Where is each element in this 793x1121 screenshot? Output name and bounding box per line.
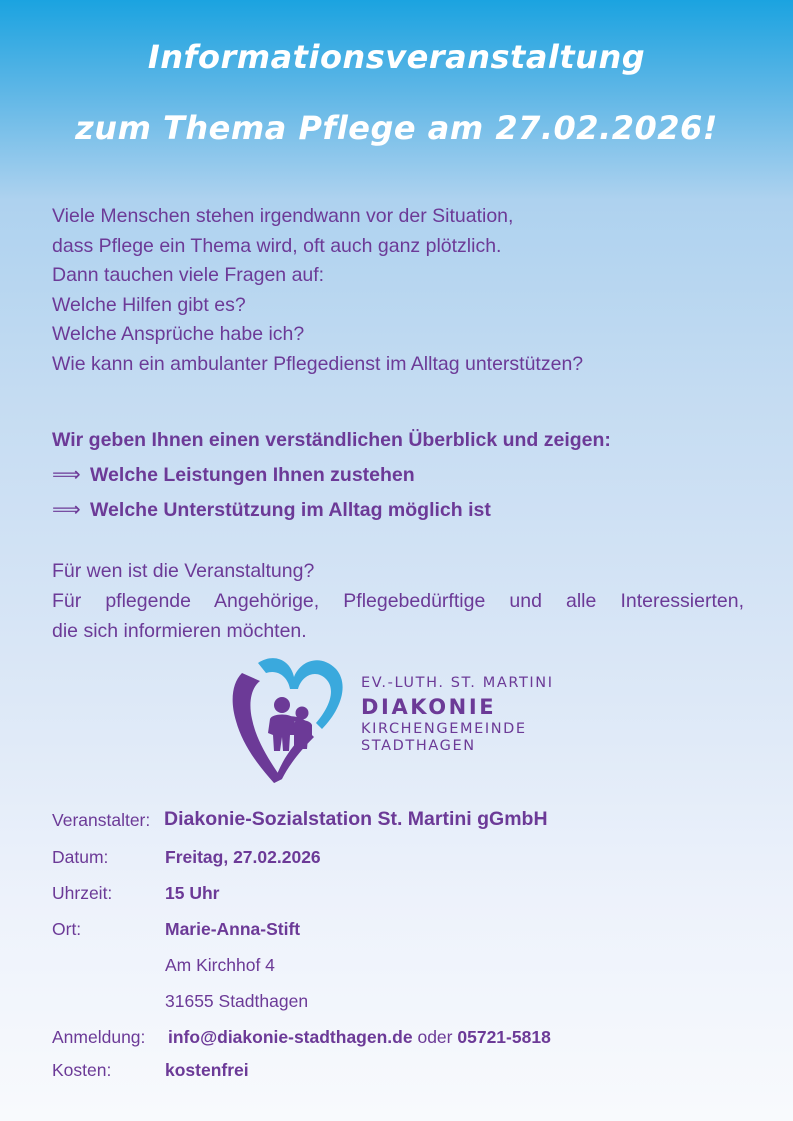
logo-line-2: DIAKONIE (361, 695, 497, 719)
place-name: Marie-Anna-Stift (165, 919, 301, 939)
double-arrow-icon: ⟹ (52, 464, 81, 486)
date-value: Freitag, 27.02.2026 (165, 847, 321, 867)
time-label: Uhrzeit: (52, 883, 113, 903)
overview-bullet-text: Welche Leistungen Ihnen zustehen (90, 464, 415, 486)
diakonie-logo (228, 655, 578, 785)
registration-label: Anmeldung: (52, 1027, 146, 1047)
cost-label: Kosten: (52, 1060, 112, 1080)
intro-line: Viele Menschen stehen irgendwann vor der Situation, (52, 205, 514, 227)
audience-question: Für wen ist die Veranstaltung? (52, 560, 315, 582)
cost-value: kostenfrei (165, 1060, 249, 1080)
registration-email[interactable]: info@diakonie-stadthagen.de (168, 1027, 413, 1047)
registration-contact (168, 1027, 551, 1048)
organizer-value: Diakonie-Sozialstation St. Martini gGmbH (164, 808, 548, 830)
place-label: Ort: (52, 919, 82, 939)
organizer-label: Veranstalter: (52, 810, 151, 830)
place-city: 31655 Stadthagen (165, 991, 309, 1011)
time-value: 15 Uhr (165, 883, 220, 903)
registration-phone[interactable]: 05721-5818 (457, 1027, 551, 1047)
title-line-2: zum Thema Pflege am 27.02.2026! (75, 109, 718, 147)
heart-family-icon (228, 655, 358, 785)
logo-line-4: STADTHAGEN (361, 738, 476, 754)
place-street: Am Kirchhof 4 (165, 955, 275, 975)
intro-text (52, 202, 752, 379)
double-arrow-icon: ⟹ (52, 499, 81, 521)
logo-line-3: KIRCHENGEMEINDE (361, 721, 527, 737)
intro-line: Welche Ansprüche habe ich? (52, 323, 305, 345)
intro-line: dass Pflege ein Thema wird, oft auch ganz plötzlich. (52, 234, 502, 257)
audience-section (52, 556, 744, 646)
date-label: Datum: (52, 847, 109, 867)
overview-bullet-text: Welche Unterstützung im Alltag möglich ist (90, 499, 491, 521)
intro-line: Dann tauchen viele Fragen auf: (52, 264, 325, 286)
overview-section (52, 423, 752, 528)
overview-heading: Wir geben Ihnen einen verständlichen Überblick und zeigen: (52, 429, 611, 451)
audience-answer-line-2: die sich informieren möchten. (52, 620, 307, 642)
overview-bullet (52, 458, 752, 493)
audience-answer-line-1: Für pflegende Angehörige, Pflegebedürftige und alle Interessierten, (52, 590, 744, 612)
intro-line: Welche Hilfen gibt es? (52, 293, 246, 316)
logo-line-1: EV.-LUTH. ST. MARTINI (361, 675, 554, 691)
registration-or: oder (417, 1027, 453, 1047)
logo-text (361, 675, 554, 754)
overview-bullet (52, 493, 752, 528)
intro-line: Wie kann ein ambulanter Pflegedienst im Alltag unterstützen? (52, 352, 584, 375)
title-line-1: Informationsveranstaltung (147, 38, 646, 76)
